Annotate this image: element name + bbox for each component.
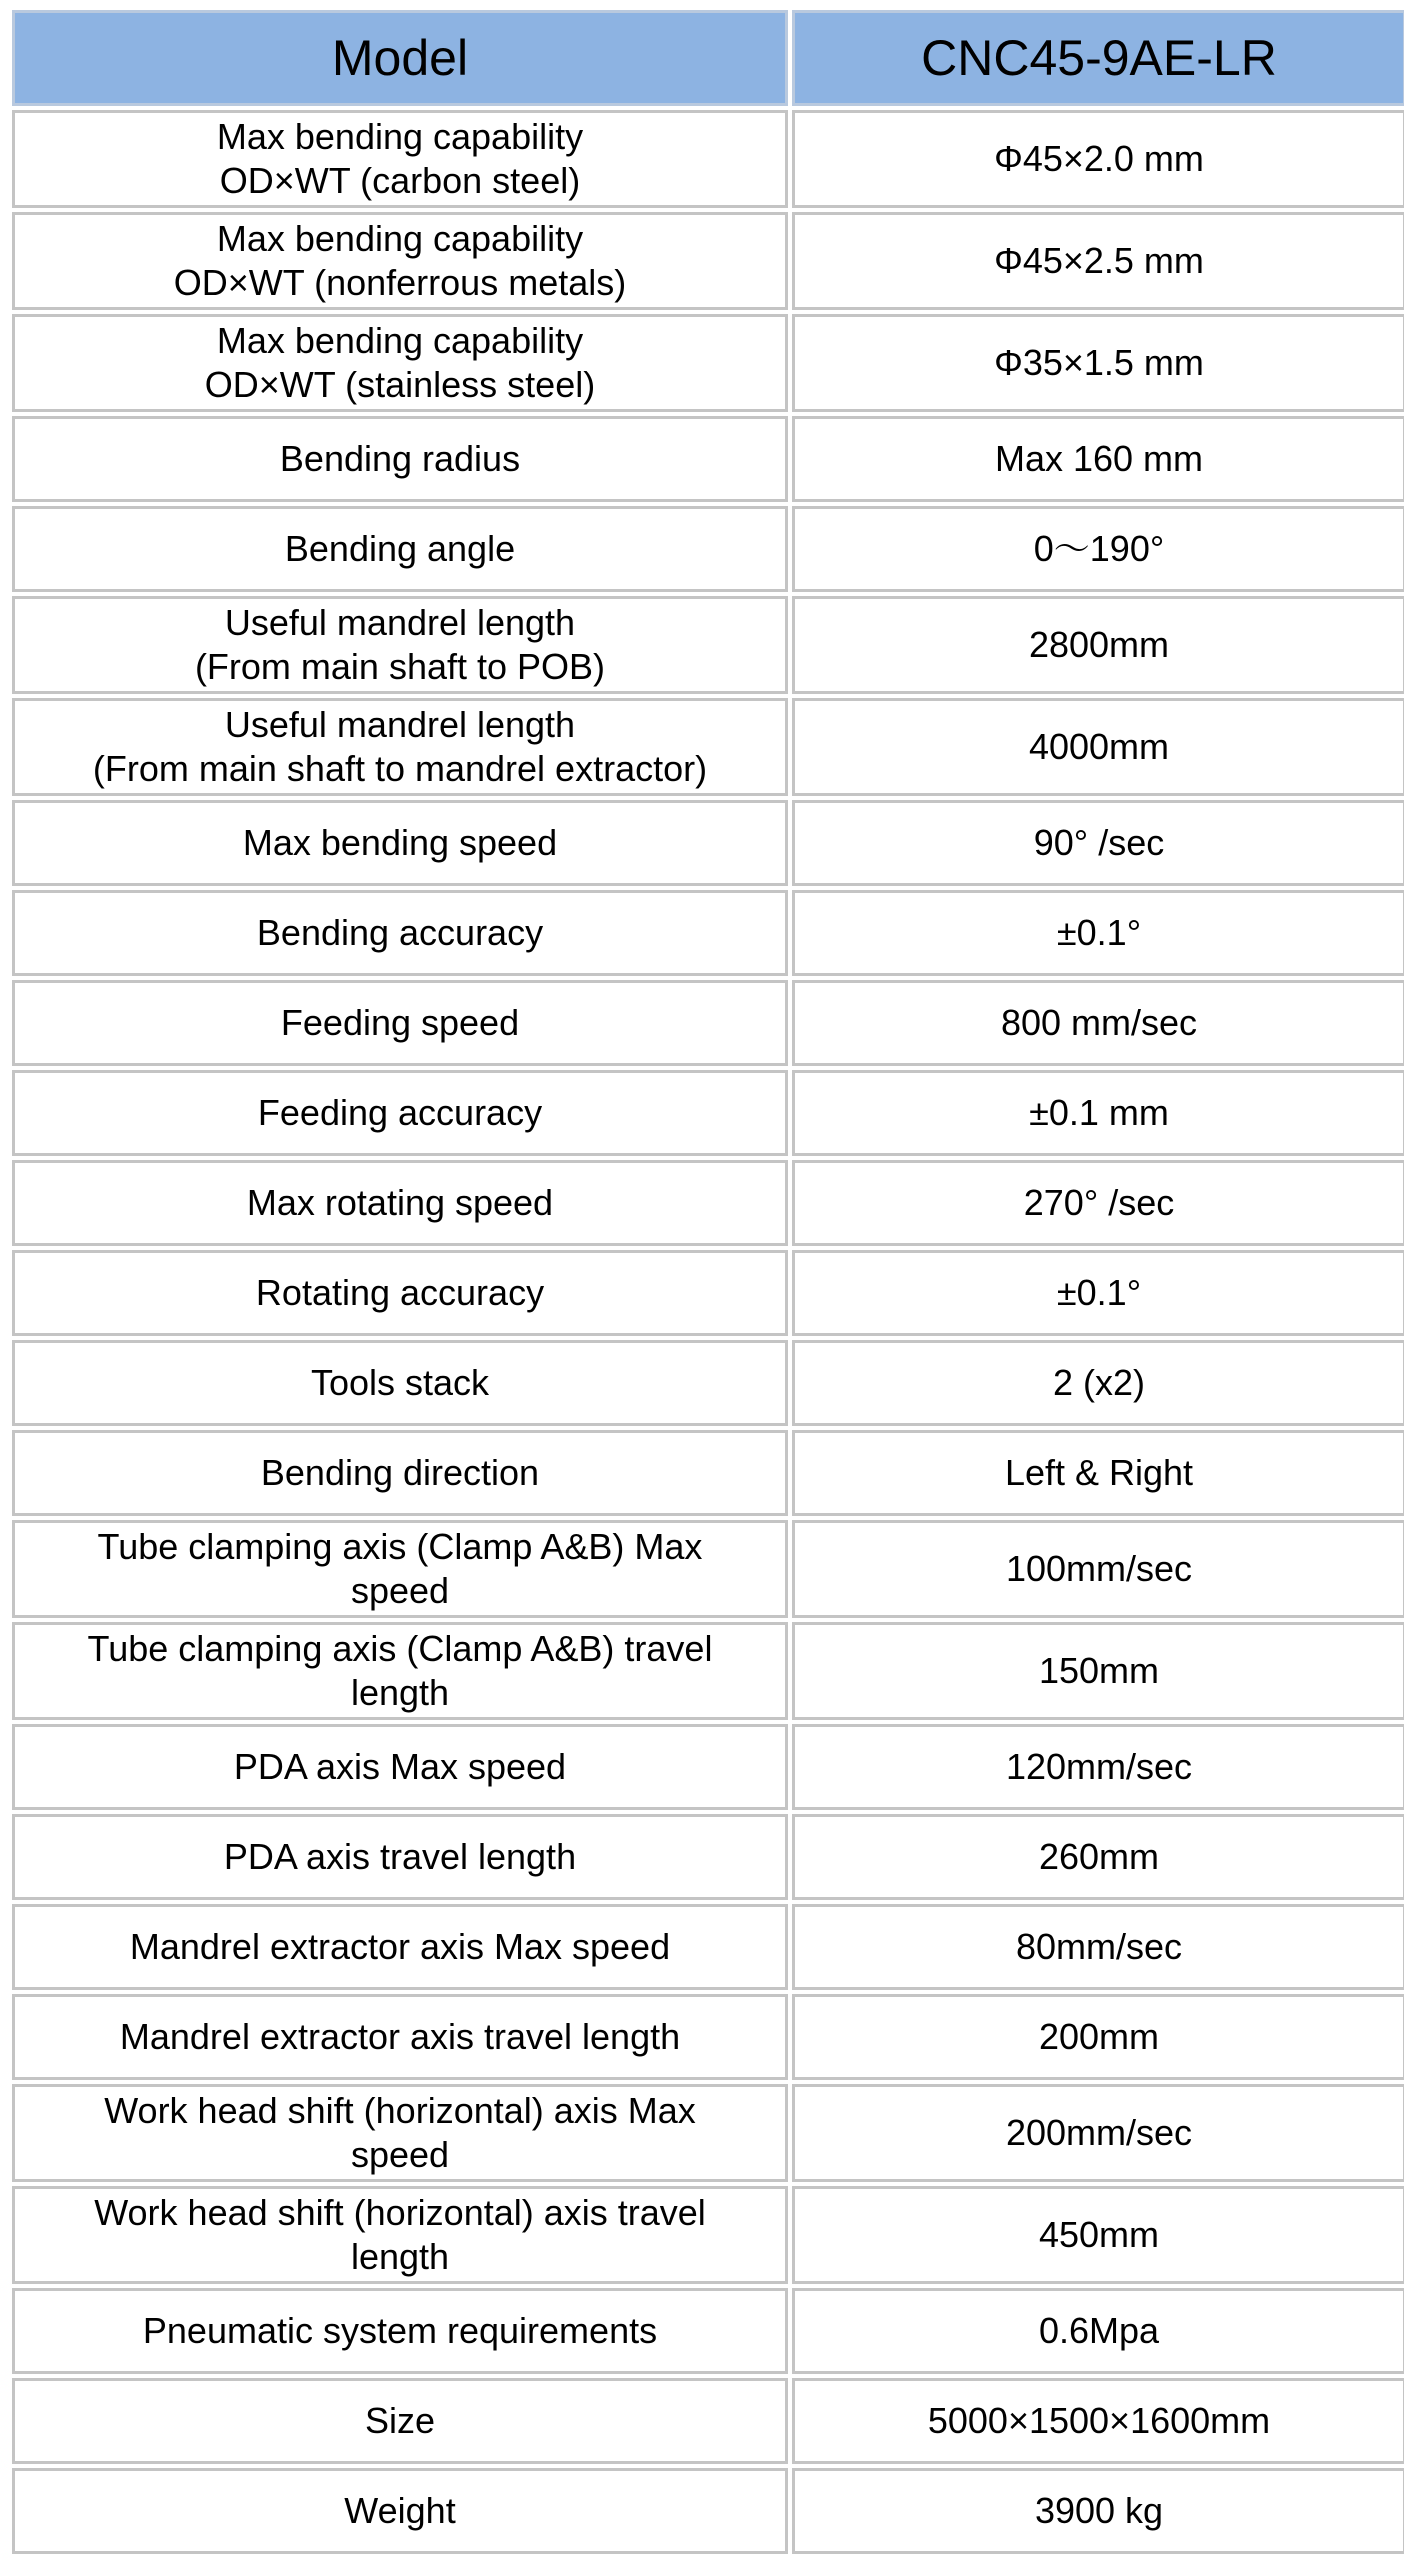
spec-label-cell: [12, 416, 788, 502]
spec-value-cell: 150mm: [792, 1622, 1404, 1720]
spec-label-cell: [12, 1250, 788, 1336]
spec-label-line2: length: [350, 2236, 450, 2277]
spec-value-cell: 2800mm: [792, 596, 1404, 694]
spec-row: [12, 2288, 1404, 2374]
spec-row: [12, 800, 1404, 886]
spec-label-line1: Bending accuracy: [256, 912, 544, 953]
header-model-value: CNC45-9AE-LR: [792, 10, 1404, 106]
spec-label-line1: Max bending capability: [216, 320, 584, 361]
spec-label-cell: [12, 1994, 788, 2080]
spec-label-cell: [12, 1724, 788, 1810]
spec-label-line1: Feeding accuracy: [257, 1092, 543, 1133]
spec-label-cell: [12, 1520, 788, 1618]
spec-label-line2: OD×WT (stainless steel): [204, 364, 596, 405]
spec-label-line1: PDA axis Max speed: [233, 1746, 567, 1787]
spec-label-line1: Bending radius: [279, 438, 521, 479]
spec-value-cell: 200mm: [792, 1994, 1404, 2080]
spec-value-cell: 2 (x2): [792, 1340, 1404, 1426]
spec-label-line1: Max bending capability: [216, 116, 584, 157]
spec-value-cell: Left & Right: [792, 1430, 1404, 1516]
spec-label-cell: [12, 2084, 788, 2182]
spec-label-line1: Tools stack: [310, 1362, 490, 1403]
header-row: [12, 10, 1404, 106]
spec-label-cell: [12, 800, 788, 886]
spec-label-line1: Useful mandrel length: [224, 602, 576, 643]
spec-value-cell: ±0.1 mm: [792, 1070, 1404, 1156]
spec-label-cell: [12, 1904, 788, 1990]
spec-label-cell: [12, 2186, 788, 2284]
spec-label-cell: [12, 2288, 788, 2374]
spec-label-line1: Feeding speed: [280, 1002, 520, 1043]
spec-label-line1: Work head shift (horizontal) axis Max: [104, 2090, 696, 2131]
spec-row: [12, 2186, 1404, 2284]
spec-row: [12, 1250, 1404, 1336]
spec-row: [12, 314, 1404, 412]
spec-value-cell: 800 mm/sec: [792, 980, 1404, 1066]
spec-label-line1: Mandrel extractor axis travel length: [119, 2016, 681, 2057]
spec-label-cell: [12, 2468, 788, 2554]
spec-value-cell: 3900 kg: [792, 2468, 1404, 2554]
spec-row: [12, 1814, 1404, 1900]
spec-label-line2: OD×WT (nonferrous metals): [173, 262, 627, 303]
spec-row: [12, 2378, 1404, 2464]
spec-value-cell: Max 160 mm: [792, 416, 1404, 502]
spec-row: [12, 110, 1404, 208]
spec-value-cell: 120mm/sec: [792, 1724, 1404, 1810]
spec-label-line1: Mandrel extractor axis Max speed: [129, 1926, 671, 1967]
spec-label-cell: [12, 980, 788, 1066]
spec-value-cell: Φ45×2.5 mm: [792, 212, 1404, 310]
spec-label-line2: (From main shaft to mandrel extractor): [92, 748, 708, 789]
spec-value-cell: 0.6Mpa: [792, 2288, 1404, 2374]
spec-body: [12, 110, 1404, 2554]
spec-label-line1: PDA axis travel length: [223, 1836, 577, 1877]
spec-label-cell: [12, 698, 788, 796]
spec-row: [12, 1622, 1404, 1720]
spec-row: [12, 1904, 1404, 1990]
spec-value-cell: 80mm/sec: [792, 1904, 1404, 1990]
spec-value-cell: 100mm/sec: [792, 1520, 1404, 1618]
spec-label-line1: Useful mandrel length: [224, 704, 576, 745]
spec-label-line1: Tube clamping axis (Clamp A&B) Max: [97, 1526, 703, 1567]
spec-label-line1: Work head shift (horizontal) axis travel: [94, 2192, 706, 2233]
spec-row: [12, 596, 1404, 694]
spec-row: [12, 416, 1404, 502]
spec-value-cell: 4000mm: [792, 698, 1404, 796]
spec-label-cell: [12, 596, 788, 694]
spec-label-line1: Rotating accuracy: [255, 1272, 545, 1313]
spec-value-cell: ±0.1°: [792, 1250, 1404, 1336]
spec-row: [12, 1340, 1404, 1426]
spec-value-cell: Φ35×1.5 mm: [792, 314, 1404, 412]
spec-label-line2: (From main shaft to POB): [194, 646, 606, 687]
spec-value-cell: 260mm: [792, 1814, 1404, 1900]
spec-label-cell: [12, 212, 788, 310]
spec-row: [12, 1724, 1404, 1810]
spec-row: [12, 212, 1404, 310]
spec-row: [12, 506, 1404, 592]
spec-label-line1: Weight: [344, 2490, 456, 2531]
spec-row: [12, 890, 1404, 976]
spec-row: [12, 1520, 1404, 1618]
spec-row: [12, 1070, 1404, 1156]
spec-value-cell: 90° /sec: [792, 800, 1404, 886]
spec-label-line1: Max rotating speed: [246, 1182, 554, 1223]
spec-label-line1: Pneumatic system requirements: [142, 2310, 658, 2351]
spec-row: [12, 2468, 1404, 2554]
spec-label-line1: Size: [364, 2400, 436, 2441]
spec-label-cell: [12, 2378, 788, 2464]
spec-label-cell: [12, 1340, 788, 1426]
spec-label-line1: Max bending capability: [216, 218, 584, 259]
spec-row: [12, 1160, 1404, 1246]
spec-label-cell: [12, 1622, 788, 1720]
spec-value-cell: 5000×1500×1600mm: [792, 2378, 1404, 2464]
spec-label-cell: [12, 110, 788, 208]
spec-label-cell: [12, 1160, 788, 1246]
spec-label-cell: [12, 890, 788, 976]
spec-row: [12, 980, 1404, 1066]
spec-label-line1: Bending direction: [260, 1452, 540, 1493]
spec-value-cell: 200mm/sec: [792, 2084, 1404, 2182]
spec-value-cell: Φ45×2.0 mm: [792, 110, 1404, 208]
header-model-label: Model: [12, 10, 788, 106]
spec-label-cell: [12, 506, 788, 592]
spec-label-cell: [12, 1814, 788, 1900]
spec-label-line2: length: [350, 1672, 450, 1713]
spec-value-cell: ±0.1°: [792, 890, 1404, 976]
spec-row: [12, 2084, 1404, 2182]
spec-label-cell: [12, 1070, 788, 1156]
spec-label-cell: [12, 314, 788, 412]
spec-label-line1: Bending angle: [284, 528, 516, 569]
spec-label-line2: speed: [350, 1570, 450, 1611]
spec-label-cell: [12, 1430, 788, 1516]
spec-row: [12, 698, 1404, 796]
spec-label-line1: Max bending speed: [242, 822, 558, 863]
spec-table: [8, 6, 1404, 2558]
spec-value-cell: 0～190°: [792, 506, 1404, 592]
spec-row: [12, 1994, 1404, 2080]
spec-row: [12, 1430, 1404, 1516]
spec-label-line1: Tube clamping axis (Clamp A&B) travel: [87, 1628, 713, 1669]
spec-label-line2: speed: [350, 2134, 450, 2175]
spec-label-line2: OD×WT (carbon steel): [219, 160, 581, 201]
spec-value-cell: 450mm: [792, 2186, 1404, 2284]
spec-value-cell: 270° /sec: [792, 1160, 1404, 1246]
